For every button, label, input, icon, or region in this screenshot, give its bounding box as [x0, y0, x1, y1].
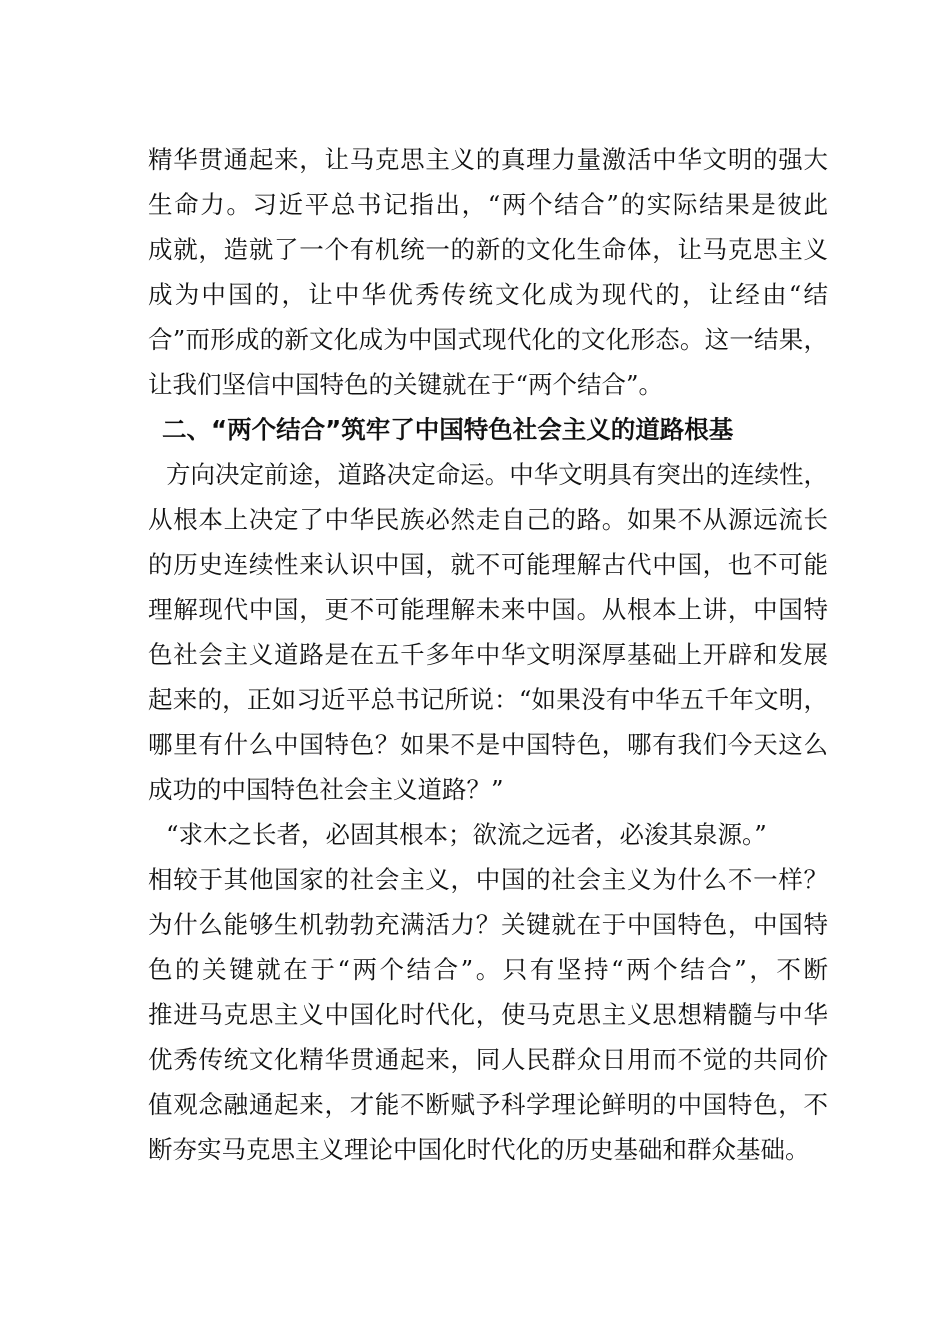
body-text-line: 成功的中国特色社会主义道路？”: [148, 775, 504, 804]
body-text-line: 哪里有什么中国特色？如果不是中国特色，哪有我们今天这么: [148, 730, 828, 759]
body-text-line: 相较于其他国家的社会主义，中国的社会主义为什么不一样？: [148, 865, 828, 894]
body-text-line: 为什么能够生机勃勃充满活力？关键就在于中国特色，中国特: [148, 910, 828, 939]
body-text-line: 推进马克思主义中国化时代化，使马克思主义思想精髓与中华: [148, 1000, 828, 1029]
body-text-line: 成就，造就了一个有机统一的新的文化生命体，让马克思主义: [148, 235, 828, 264]
body-text-line: “求木之长者，必固其根本；欲流之远者，必浚其泉源。”: [166, 820, 767, 849]
body-text-line: 合”而形成的新文化成为中国式现代化的文化形态。这一结果，: [148, 325, 828, 354]
body-text-line: 断夯实马克思主义理论中国化时代化的历史基础和群众基础。: [148, 1135, 810, 1164]
body-text-line: 的历史连续性来认识中国，就不可能理解古代中国，也不可能: [148, 550, 828, 579]
body-text-line: 色的关键就在于“两个结合”。只有坚持“两个结合”，不断: [148, 955, 828, 984]
body-text-line: 成为中国的，让中华优秀传统文化成为现代的，让经由“结: [148, 280, 828, 309]
body-text-line: 优秀传统文化精华贯通起来，同人民群众日用而不觉的共同价: [148, 1045, 828, 1074]
body-text-line: 值观念融通起来，才能不断赋予科学理论鲜明的中国特色，不: [148, 1090, 828, 1119]
body-text-line: 从根本上决定了中华民族必然走自己的路。如果不从源远流长: [148, 505, 828, 534]
body-text-line: 生命力。习近平总书记指出，“两个结合”的实际结果是彼此: [148, 190, 828, 219]
body-text-line: 理解现代中国，更不可能理解未来中国。从根本上讲，中国特: [148, 595, 828, 624]
body-text-line: 方向决定前途，道路决定命运。中华文明具有突出的连续性，: [166, 460, 828, 489]
body-text-line: 起来的，正如习近平总书记所说：“如果没有中华五千年文明，: [148, 685, 828, 714]
body-text-line: 让我们坚信中国特色的关键就在于“两个结合”。: [148, 370, 664, 399]
body-text-line: 色社会主义道路是在五千多年中华文明深厚基础上开辟和发展: [148, 640, 828, 669]
section-heading: 二、“两个结合”筑牢了中国特色社会主义的道路根基: [162, 415, 734, 444]
body-text-line: 精华贯通起来，让马克思主义的真理力量激活中华文明的强大: [148, 145, 828, 174]
